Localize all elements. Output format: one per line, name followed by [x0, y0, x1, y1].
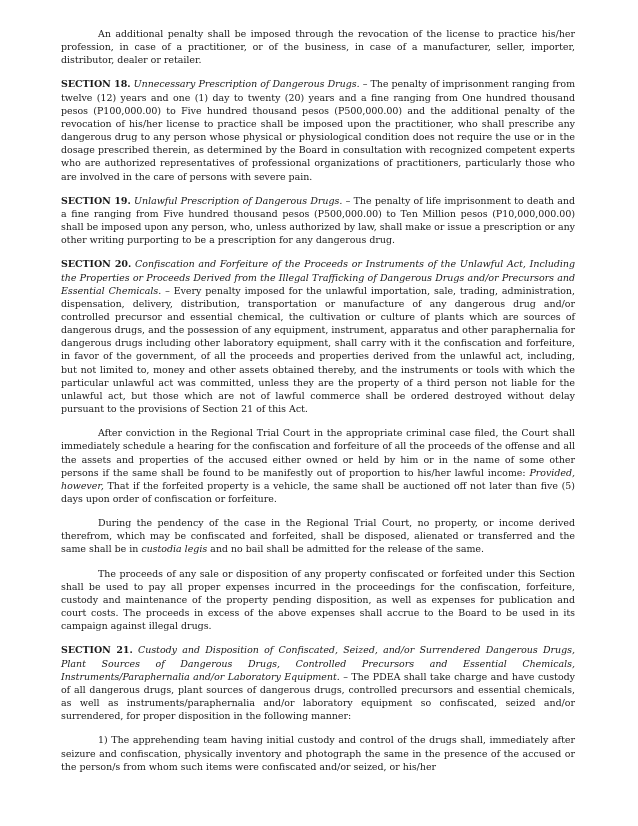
section-20: [61, 258, 575, 416]
section-20-p3-text-b: and no bail shall be admitted for the release of the same.: [207, 544, 484, 556]
section-18-label: SECTION 18.: [61, 79, 131, 91]
section-21-body: – The PDEA shall take charge and have custody of all dangerous drugs, plant sources of dangerous drugs, controlled precursors and essential chemicals, as well as instruments/paraphernalia and/or laboratory equipment so confiscated, seized and/or surrendered, for proper disposition in the following manner:: [61, 671, 575, 723]
section-20-paragraph-2: [61, 427, 575, 506]
section-20-paragraph-4: The proceeds of any sale or disposition of any property confiscated or forfeited under this Section shall be used to pay all proper expenses incurred in the proceedings for the confiscation, forfeiture, custody and maintenance of the property pending disposition, as well as expenses for publication and court costs. The proceeds in excess of the above expenses shall accrue to the Board to be used in its campaign against illegal drugs.: [61, 568, 575, 633]
section-20-p3-text-a: During the pendency of the case in the Regional Trial Court, no property, or income derived therefrom, which may be confiscated and forfeited, shall be disposed, alienated or transferred and the same shall be in: [61, 518, 575, 556]
section-20-body: – Every penalty imposed for the unlawful importation, sale, trading, administration, dispensation, delivery, distribution, transportation or manufacture of any dangerous drug and/or controlled precursor and essential chemical, the cultivation or culture of plants which are sources of dangerous drugs, and the possession of any equipment, instrument, apparatus and other paraphernalia for dangerous drugs including other laboratory equipment, shall carry with it the confiscation and forfeiture, in favor of the government, of all the proceeds and properties derived from the unlawful act, including, but not limited to, money and other assets obtained thereby, and the instruments or tools with which the particular unlawful act was committed, unless they are the property of a third person not liable for the unlawful act, but those which are not of lawful commerce shall be ordered destroyed without delay pursuant to the provisions of Section 21 of this Act.: [61, 285, 576, 416]
section-18: [61, 78, 575, 183]
section-21-label: SECTION 21.: [61, 645, 133, 657]
section-20-p3-term: custodia legis: [141, 544, 208, 556]
section-19-title: Unlawful Prescription of Dangerous Drugs.: [134, 195, 343, 207]
section-20-p2-text-b: That if the forfeited property is a vehicle, the same shall be auctioned off not later than five (5) days upon order of confiscation or forfeiture.: [61, 480, 575, 505]
section-21-item-1: 1) The apprehending team having initial custody and control of the drugs shall, immediately after seizure and confiscation, physically inventory and photograph the same in the presence of the accused or the person/s from whom such items were confiscated and/or seized, or his/her: [61, 735, 575, 773]
section-20-label: SECTION 20.: [61, 259, 132, 271]
section-21-title: Custody and Disposition of Confiscated, Seized, and/or Surrendered Dangerous Drugs, Plant Sources of Dangerous Drugs, Controlled Precursors and Essential Chemicals, Instruments/Paraphernalia and/or Laboratory Equipment.: [61, 645, 576, 683]
section-20-paragraph-3: [61, 517, 575, 556]
section-20-p2-text-a: After conviction in the Regional Trial Court in the appropriate criminal case filed, the Court shall immediately schedule a hearing for the confiscation and forfeiture of all the proceeds of the offense and all the assets and properties of the accused either owned or held by him or in the name of some other persons if the same shall be found to be manifestly out of proportion to his/her lawful income:: [61, 428, 575, 479]
section-18-body: – The penalty of imprisonment ranging from twelve (12) years and one (1) day to twenty (20) years and a fine ranging from One hundred thousand pesos (P100,000.00) to Five hundred thousand pesos (P500,000.00) and the additional penalty of the revocation of his/her license to practice shall be imposed upon the practitioner, who shall prescribe any dangerous drug to any person whose physical or physiological condition does not require the use or in the dosage prescribed therein, as determined by the Board in consultation with recognized competent experts who are authorized representatives of professional organizations of practitioners, particularly those who are involved in the care of persons with severe pain.: [61, 79, 576, 183]
section-18-title: Unnecessary Prescription of Dangerous Drugs.: [133, 79, 360, 91]
section-21: [61, 644, 575, 723]
section-19-label: SECTION 19.: [61, 195, 131, 207]
section-19: [61, 195, 575, 248]
section-19-body: – The penalty of life imprisonment to death and a fine ranging from Five hundred thousand pesos (P500,000.00) to Ten Million pesos (P10,000,000.00) shall be imposed upon any person, who, unless authorized by law, shall make or issue a prescription or any other writing purporting to be a prescription for any dangerous drug.: [61, 195, 576, 247]
section-20-p2-proviso: Provided, however,: [61, 467, 575, 492]
intro-paragraph: An additional penalty shall be imposed through the revocation of the license to practice his/her profession, in case of a practitioner, or of the business, in case of a manufacturer, seller, importer, distributor, dealer or retailer.: [61, 29, 575, 67]
section-20-title: Confiscation and Forfeiture of the Proceeds or Instruments of the Unlawful Act, Including the Properties or Proceeds Derived from the Illegal Trafficking of Dangerous Drugs and/or Precursors and Essential Chemicals.: [61, 259, 576, 297]
